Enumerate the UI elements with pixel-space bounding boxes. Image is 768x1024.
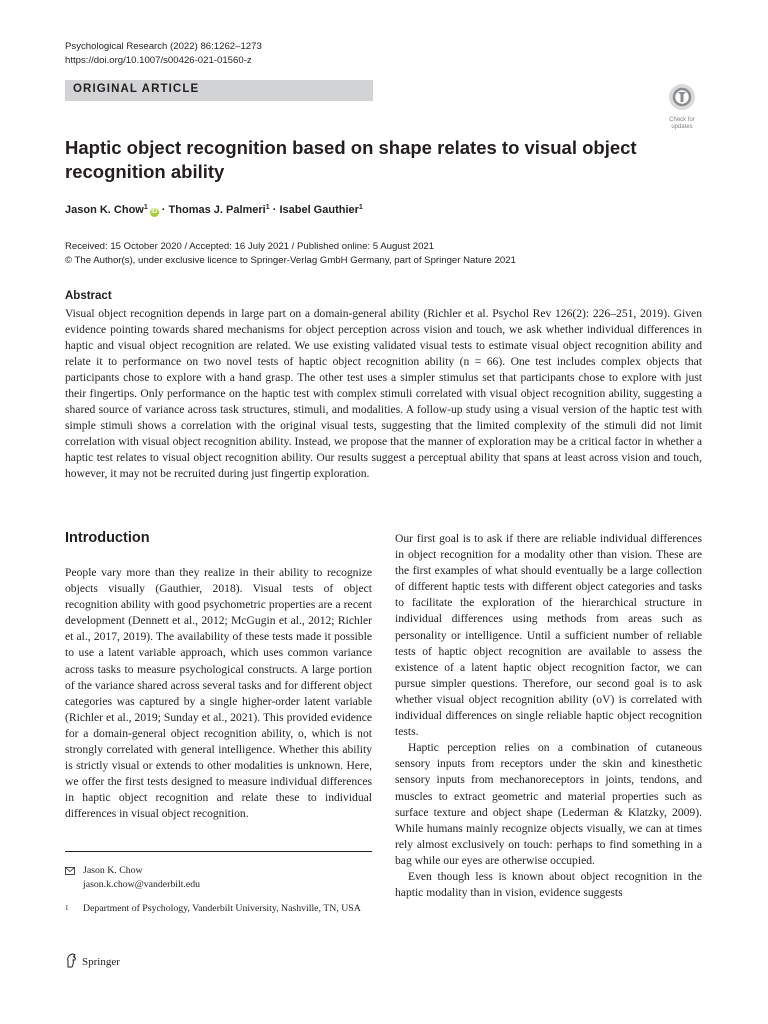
article-title: Haptic object recognition based on shape relates to visual object recognition ability: [65, 137, 637, 182]
author-name[interactable]: Jason K. Chow: [65, 204, 144, 216]
footnote-divider: [65, 851, 372, 852]
paragraph: Haptic perception relies on a combination of cutaneous sensory inputs from receptors under the skin and kinesthetic sensory inputs from mechanoreceptors in joints, tendons, and muscles to extract geometric and material properties such as surface texture and object shape (Lederman & Klatzky, 2009). While humans mainly recognize objects visually, we can at times rely almost exclusively on touch: perhaps to find something in a bag while our eyes are otherwise occupied.: [395, 741, 702, 867]
journal-header: [65, 40, 262, 68]
author-name[interactable]: Thomas J. Palmeri: [168, 204, 266, 216]
author-name[interactable]: Isabel Gauthier: [279, 204, 359, 216]
copyright-line: © The Author(s), under exclusive licence to Springer-Verlag GmbH Germany, part of Springer Nature 2021: [65, 255, 516, 266]
springer-horse-icon: [65, 953, 78, 968]
article-type-band: [65, 80, 373, 101]
publisher-name: Springer: [82, 956, 120, 968]
section-heading-introduction: Introduction: [65, 530, 150, 546]
publisher-footer: [65, 953, 120, 968]
contact-email[interactable]: jason.k.chow@vanderbilt.edu: [83, 878, 201, 890]
affiliation-text: Department of Psychology, Vanderbilt University, Nashville, TN, USA: [83, 903, 361, 914]
check-for-updates-badge[interactable]: [660, 83, 704, 131]
check-updates-icon: [668, 83, 696, 111]
author-separator: ·: [269, 204, 280, 216]
publication-dates: [65, 240, 516, 268]
author-list: [65, 204, 363, 217]
affiliation-note: [65, 902, 372, 916]
paragraph: Our first goal is to ask if there are reliable individual differences in object recognition for a modality other than vision. These are the first examples of what should eventually be a large collection of different haptic tests with different object categories and tasks to facilitate the exploration of the hierarchical structure in individual differences using methods from areas such as personality or intelligence. Until a sufficient number of reliable tests of haptic object recognition are available to assess the existence of a latent haptic object recognition factor, we can pursue simpler questions. Therefore, our second goal is to ask whether visual object recognition ability (oV) is correlated with individual differences on single reliable haptic object recognition tests.: [395, 532, 702, 739]
doi-link[interactable]: https://doi.org/10.1007/s00426-021-01560-z: [65, 55, 252, 66]
affiliation-number: 1: [65, 904, 69, 912]
author-separator: ·: [158, 204, 169, 216]
affiliation-mark: 1: [143, 204, 148, 211]
received-line: Received: 15 October 2020 / Accepted: 16 July 2021 / Published online: 5 August 2021: [65, 241, 435, 252]
paragraph: Even though less is known about object recognition in the haptic modality than in vision, evidence suggests: [395, 869, 702, 900]
badge-text-line2: updates: [671, 124, 693, 130]
paragraph: People vary more than they realize in their ability to recognize objects visually (Gauthier, 2018). Visual tests of object recognition ability with good psychometric properties are a recent development (Dennett et al., 2012; McGugin et al., 2012; Richler et al., 2017, 2019). The availability of these tests made it possible to use a latent variable approach, which uses common variance across tasks to measure psychological constructs. A large portion of the variance shared across several tasks and for different object categories was captured by a single higher-order latent variable (Richler et al., 2019; Sunday et al., 2021). This provided evidence for a domain-general object recognition ability, o, which is not strongly correlated with general intelligence. Whether this ability is strictly visual or extends to other modalities is unknown. Here, we offer the first tests designed to measure individual differences in haptic object recognition and relate these to individual differences in visual object recognition.: [65, 566, 372, 821]
badge-text-line1: Check for: [669, 117, 695, 123]
corresponding-author-note: [65, 864, 372, 891]
journal-citation: Psychological Research (2022) 86:1262–1273: [65, 41, 262, 52]
contact-name: Jason K. Chow: [83, 865, 143, 876]
article-type: ORIGINAL ARTICLE: [73, 83, 200, 95]
affiliation-mark: 1: [358, 204, 363, 211]
abstract-heading: Abstract: [65, 290, 112, 302]
orcid-icon[interactable]: iD: [151, 209, 158, 215]
envelope-icon: [65, 867, 75, 875]
abstract-text: Visual object recognition depends in large part on a domain-general ability (Richler et al. Psychol Rev 126(2): 226–251, 2019). Given evidence pointing towards shared mechanisms for object perception across vision and touch, we ask whether individual differences in haptic and visual object recognition are related. We use existing validated visual tests to estimate visual object recognition ability and relate it to performance on two novel tests of haptic object recognition ability (n = 66). One test includes complex objects that participants chose to explore with a hand grasp. The other test uses a simpler stimulus set that participants chose to explore with just their fingertips. Only performance on the haptic test with complex stimuli correlated with visual object recognition ability, suggesting a shared source of variance across task structures, stimuli, and modalities. A follow-up study using a visual version of the haptic test with simple stimuli shows a correlation with the original visual tests, suggesting that the limited complexity of the stimuli did not limit correlation with visual object recognition ability. Instead, we propose that the manner of exploration may be a critical factor in whether a haptic test relates to visual object recognition ability. Our results suggest a perceptual ability that spans at least across vision and touch, however, it may not be recruited during just fingertip exploration.: [65, 307, 702, 480]
left-column: [65, 565, 372, 823]
right-column: [395, 531, 702, 901]
affiliation-mark: 1: [265, 204, 270, 211]
